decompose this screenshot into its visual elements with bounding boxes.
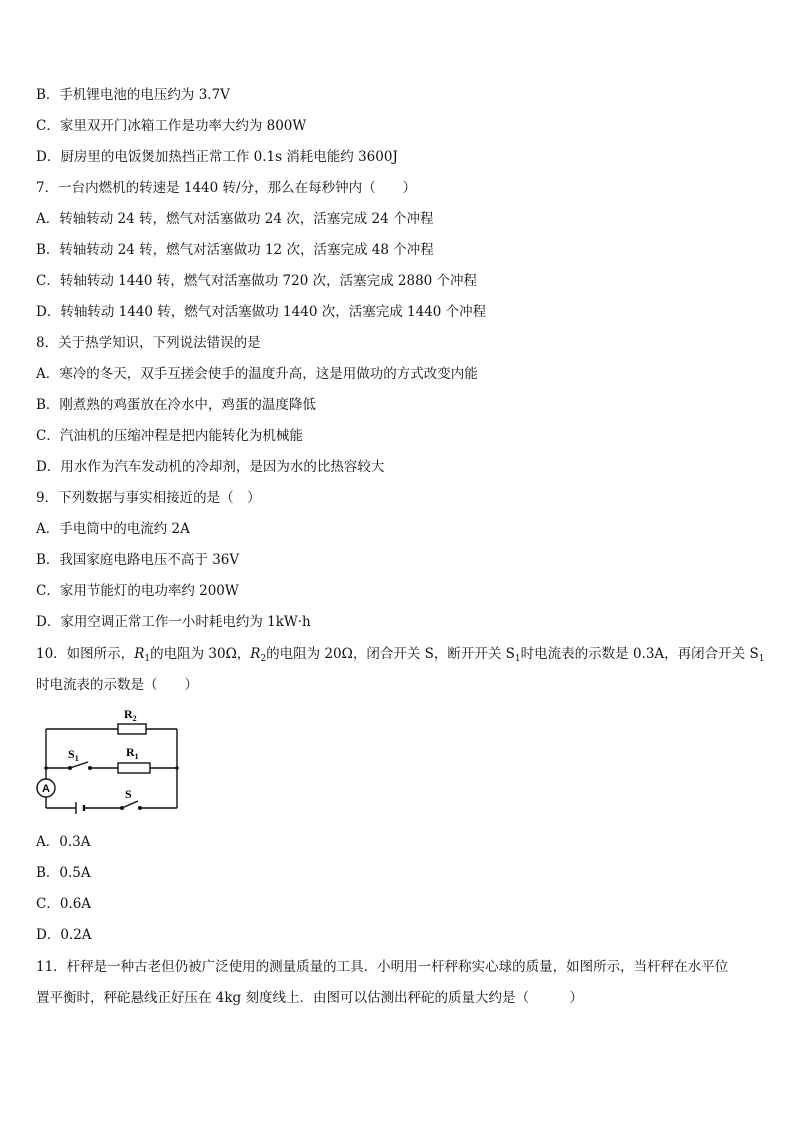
text-line-q8d: D．用水作为汽车发动机的冷却剂，是因为水的比热容较大 — [36, 459, 385, 475]
text-line-q9a: A．手电筒中的电流约 2A — [36, 521, 190, 537]
question-10-option-c: C．0.6A — [36, 896, 92, 912]
text-line-q6d: D．厨房里的电饭煲加热挡正常工作 0.1s 消耗电能约 3600J — [36, 149, 398, 165]
svg-text:A: A — [42, 783, 50, 795]
svg-text:S: S — [125, 787, 132, 801]
question-10-option-a: A．0.3A — [36, 834, 91, 850]
question-10-stem-line-2: 时电流表的示数是（ ） — [36, 677, 198, 693]
text-line-q7d: D．转轴转动 1440 转，燃气对活塞做功 1440 次，活塞完成 1440 个冲程 — [36, 304, 487, 320]
resistor-r2 — [118, 724, 146, 734]
resistor-r1 — [118, 763, 150, 773]
circuit-diagram — [32, 700, 188, 818]
svg-text:R1: $R_1$ — [126, 745, 139, 761]
text-line-q9c: C．家用节能灯的电功率约 200W — [36, 583, 239, 599]
svg-text:S1: $S_1$ — [68, 747, 79, 763]
text-line-q7a: A．转轴转动 24 转，燃气对活塞做功 24 次，活塞完成 24 个冲程 — [36, 211, 434, 227]
text-line-q6c: C．家里双开门冰箱工作是功率大约为 800W — [36, 118, 307, 134]
text-line-q8b: B．刚煮熟的鸡蛋放在冷水中，鸡蛋的温度降低 — [36, 397, 316, 413]
text-line-q9b: B．我国家庭电路电压不高于 36V — [36, 552, 240, 568]
text-line-q8: 8．关于热学知识，下列说法错误的是 — [36, 335, 261, 351]
question-11-stem-line-2: 置平衡时，秤砣悬线正好压在 4kg 刻度线上．由图可以估测出秤砣的质量大约是（ ） — [36, 990, 583, 1006]
text-line-q7: 7．一台内燃机的转速是 1440 转/分，那么在每秒钟内（ ） — [36, 180, 417, 196]
svg-text:R2: $R_2$ — [124, 707, 137, 723]
text-line-q9: 9．下列数据与事实相接近的是（ ） — [36, 490, 261, 506]
question-10-stem-line-1: 10．如图所示，$R_1$的电阻为 30Ω，$R_2$的电阻为 20Ω，闭合开关 S，断开开关 $S_1$时电流表的示数是 0.3A，再闭合开关 $S_1$ — [36, 646, 765, 664]
text-line-q8c: C．汽油机的压缩冲程是把内能转化为机械能 — [36, 428, 303, 444]
text-line-q7b: B．转轴转动 24 转，燃气对活塞做功 12 次，活塞完成 48 个冲程 — [36, 242, 434, 258]
question-11-stem-line-1: 11．杆秤是一种古老但仍被广泛使用的测量质量的工具．小明用一杆秤称实心球的质量，如图所示，当杆秤在水平位 — [36, 959, 729, 975]
text-line-q6b: B．手机锂电池的电压约为 3.7V — [36, 87, 230, 103]
question-10-option-b: B．0.5A — [36, 865, 91, 881]
text-line-q9d: D．家用空调正常工作一小时耗电约为 1kW·h — [36, 614, 311, 630]
text-line-q8a: A．寒冷的冬天，双手互搓会使手的温度升高，这是用做功的方式改变内能 — [36, 366, 478, 382]
text-line-q7c: C．转轴转动 1440 转，燃气对活塞做功 720 次，活塞完成 2880 个冲程 — [36, 273, 478, 289]
question-10-option-d: D．0.2A — [36, 927, 92, 943]
